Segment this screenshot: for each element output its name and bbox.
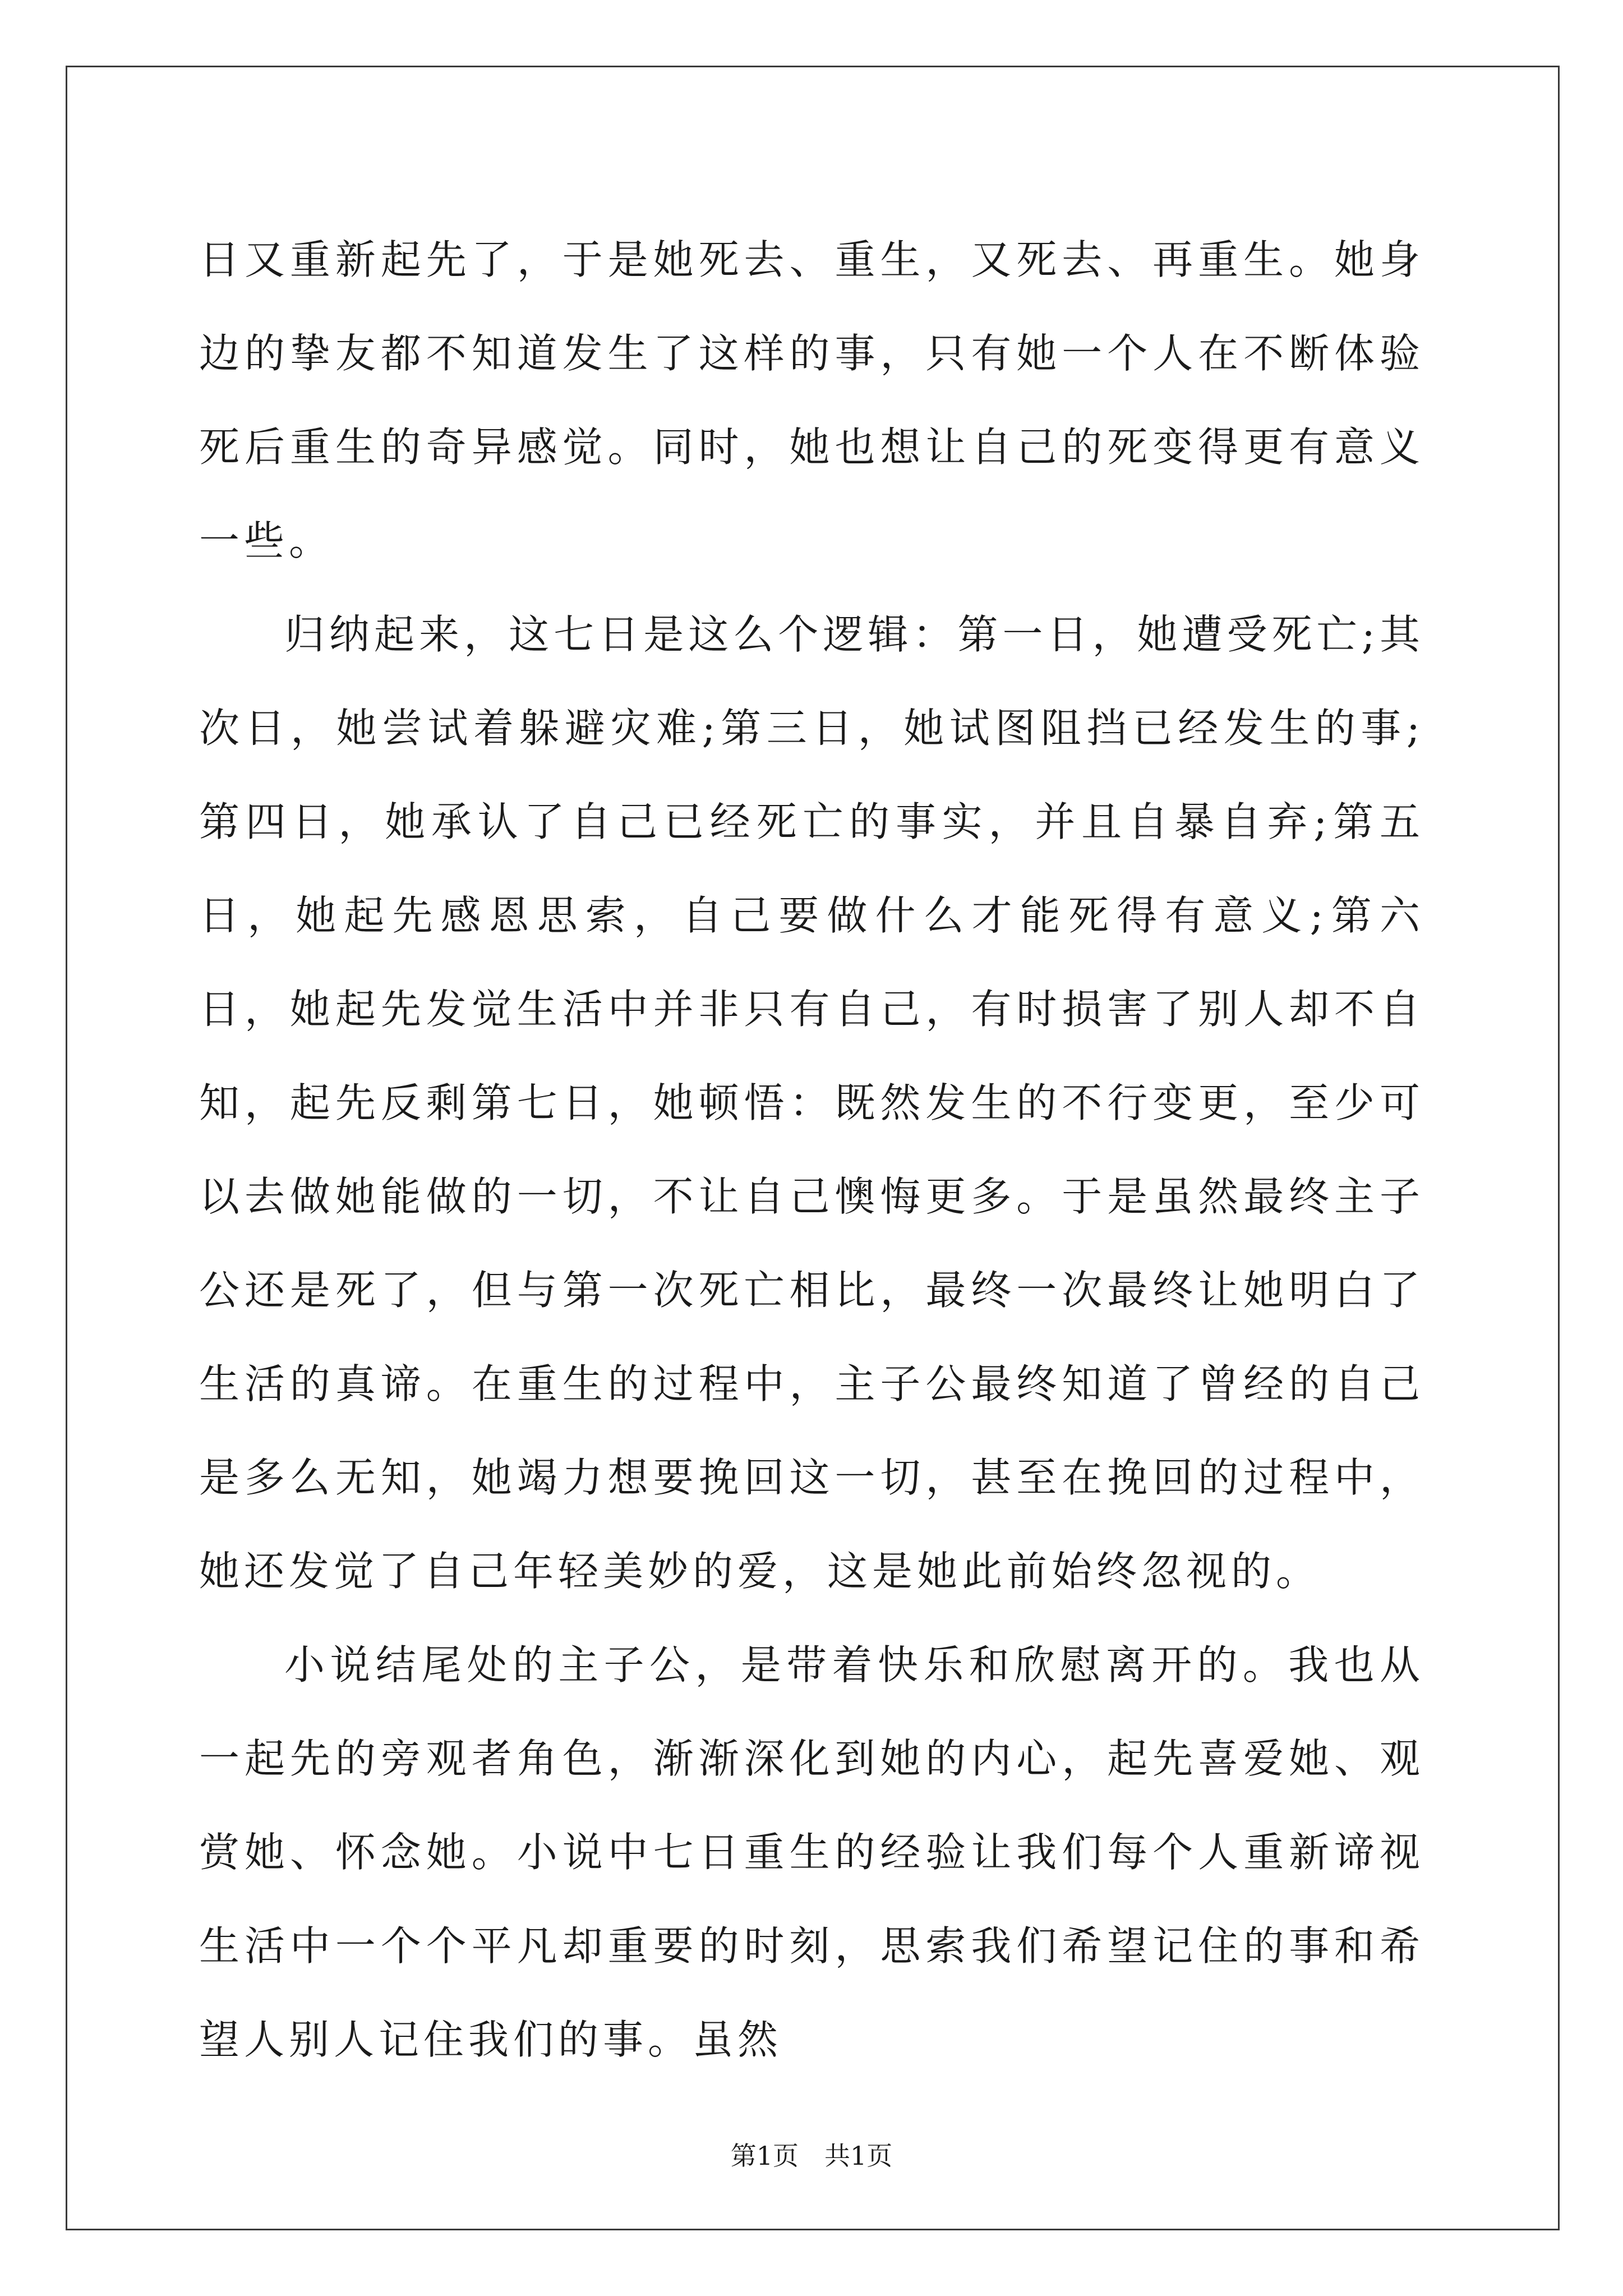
page-number-total: 共1页 (824, 2141, 893, 2171)
paragraph-2: 归纳起来，这七日是这么个逻辑：第一日，她遭受死亡;其次日，她尝试着躲避灾难;第三日，她试图阻挡已经发生的事;第四日，她承认了自己已经死亡的事实，并且自暴自弃;第五日，她起先感恩思索，自己要做什么才能死得有意义;第六日，她起先发觉生活中并非只有自己，有时损害了别人却不自知，起先反剩第七日，她顿悟：既然发生的不行变更，至少可以去做她能做的一切，不让自己懊悔更多。于是虽然最终主子公还是死了，但与第一次死亡相比，最终一次最终让她明白了生活的真谛。在重生的过程中，主子公最终知道了曾经的自己是多么无知，她竭力想要挽回这一切，甚至在挽回的过程中，她还发觉了自己年轻美妙的爱，这是她此前始终忽视的。 (199, 611, 1424, 1595)
paragraph-1: 日又重新起先了，于是她死去、重生，又死去、再重生。她身边的挚友都不知道发生了这样的事，只有她一个人在不断体验死后重生的奇异感觉。同时，她也想让自己的死变得更有意义一些。 (199, 236, 1424, 564)
page-footer (0, 2139, 1623, 2173)
paragraph-3: 小说结尾处的主子公，是带着快乐和欣慰离开的。我也从一起先的旁观者角色，渐渐深化到她的内心，起先喜爱她、观赏她、怀念她。小说中七日重生的经验让我们每个人重新谛视生活中一个个平凡却重要的时刻，思索我们希望记住的事和希望人别人记住我们的事。虽然 (199, 1641, 1424, 2063)
page-number-current: 第1页 (730, 2141, 799, 2171)
document-body (199, 213, 1424, 2087)
